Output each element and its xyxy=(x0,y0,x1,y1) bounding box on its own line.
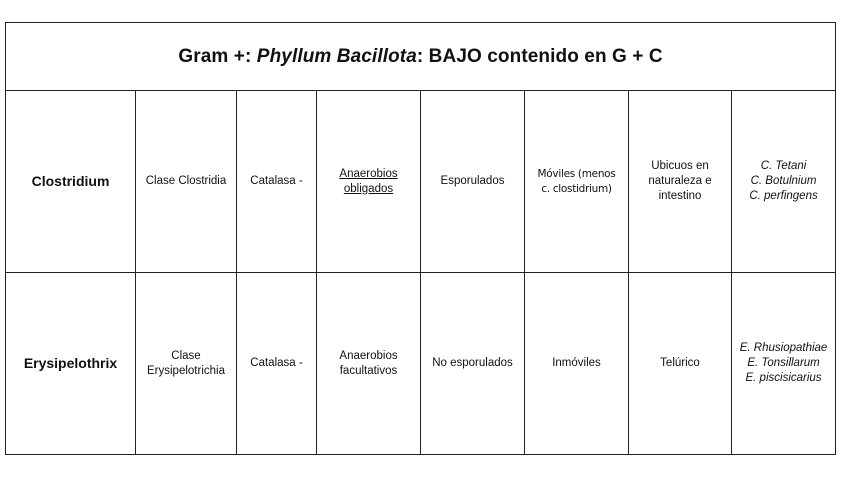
clase-cell xyxy=(136,91,237,273)
title-prefix: Gram +: xyxy=(178,46,257,67)
movilidad-cell xyxy=(525,91,629,273)
habitat-line: Telúrico xyxy=(660,357,700,369)
esporas-cell: Esporulados xyxy=(421,91,525,273)
habitat-line: intestino xyxy=(658,190,702,202)
catalasa-cell: Catalasa - xyxy=(237,91,317,273)
oxigeno-line: Anaerobios xyxy=(339,349,398,362)
especies-cell xyxy=(732,273,836,455)
movilidad-line: Inmóviles xyxy=(552,357,601,369)
oxigeno-line: facultativos xyxy=(339,364,398,377)
table-row-clostridium xyxy=(6,91,836,273)
movilidad-line: c. clostidrium) xyxy=(541,182,612,195)
oxigeno-cell xyxy=(317,91,421,273)
catalasa-cell: Catalasa - xyxy=(237,273,317,455)
clase-line: Clase Clostridia xyxy=(145,175,227,187)
movilidad-line: Móviles (menos xyxy=(537,167,616,180)
clase-line: Erysipelotrichia xyxy=(147,364,225,377)
oxigeno-cell xyxy=(317,273,421,455)
species-line: E. Tonsillarum xyxy=(747,357,820,369)
title-phylum: Phyllum Bacillota xyxy=(256,46,417,67)
species-line: E. piscisicarius xyxy=(745,372,822,384)
species-line: C. Tetani xyxy=(760,160,807,172)
title-suffix: : BAJO contenido en G + C xyxy=(416,46,663,67)
title-row xyxy=(6,23,836,91)
habitat-cell xyxy=(629,273,732,455)
habitat-line: naturaleza e xyxy=(648,175,712,187)
clase-cell xyxy=(136,273,237,455)
esporas-cell: No esporulados xyxy=(421,273,525,455)
movilidad-cell xyxy=(525,273,629,455)
classification-table xyxy=(5,22,836,455)
species-line: C. perfingens xyxy=(749,190,818,202)
oxigeno-line: obligados xyxy=(343,182,394,195)
species-line: E. Rhusiopathiae xyxy=(739,342,828,354)
clase-line: Clase xyxy=(171,349,201,362)
genus-cell: Erysipelothrix xyxy=(6,273,136,455)
genus-cell: Clostridium xyxy=(6,91,136,273)
habitat-cell xyxy=(629,91,732,273)
oxigeno-line: Anaerobios xyxy=(339,167,398,180)
table-row-erysipelothrix xyxy=(6,273,836,455)
especies-cell xyxy=(732,91,836,273)
table-title xyxy=(6,23,836,91)
species-line: C. Botulnium xyxy=(750,175,817,187)
habitat-line: Ubicuos en xyxy=(651,160,709,172)
